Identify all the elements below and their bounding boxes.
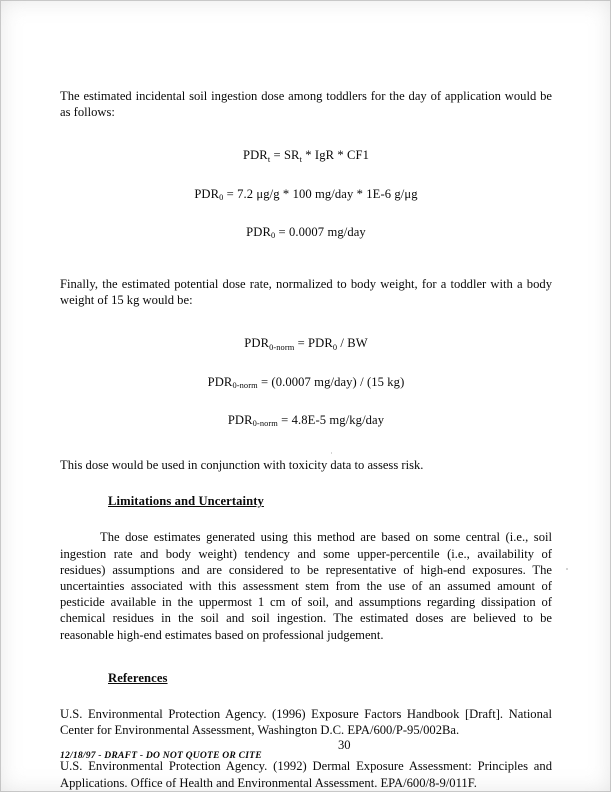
- equation-lhs: PDR: [207, 374, 233, 389]
- equation-lhs: PDR: [246, 224, 271, 239]
- equation-lhs-subscript: 0-norm: [232, 381, 258, 391]
- scan-speckle: [566, 568, 568, 570]
- equation-pdr-norm-formula: [60, 335, 552, 353]
- equation-pdr-formula: [60, 147, 552, 165]
- equation-rhs-subscript: t: [299, 154, 302, 164]
- equation-lhs-subscript: t: [267, 154, 271, 164]
- spacer: [60, 473, 552, 493]
- equation-tail: = (0.0007 mg/day) / (15 kg): [257, 374, 405, 389]
- spacer: [60, 392, 552, 412]
- spacer: [60, 509, 552, 529]
- equation-lhs: PDR: [243, 148, 268, 163]
- closing-paragraph: This dose would be used in conjunction with toxicity data to assess risk.: [60, 458, 424, 473]
- page-footer: [60, 738, 552, 766]
- equation-lhs: PDR: [227, 412, 253, 427]
- equation-pdr-norm-result: [60, 412, 552, 430]
- equation-pdr-substitution: [60, 186, 552, 204]
- equation-lhs-subscript: 0-norm: [252, 419, 278, 429]
- equation-tail: / BW: [337, 336, 368, 351]
- transition-paragraph: Finally, the estimated potential dose rate, normalized to body weight, for a toddler with a body weight of 15 kg would be:: [60, 277, 552, 308]
- spacer: [60, 204, 552, 224]
- spacer: [60, 166, 552, 186]
- equation-pdr-result: [60, 224, 552, 242]
- equation-group-two: [60, 335, 552, 430]
- section-heading-references: References: [108, 670, 168, 685]
- page-number: 30: [338, 738, 351, 752]
- spacer: [60, 643, 552, 670]
- equation-rhs-subscript: 0: [332, 342, 338, 352]
- spacer: [60, 120, 552, 147]
- equation-group-one: [60, 147, 552, 242]
- equation-lhs-subscript: 0-norm: [269, 342, 295, 352]
- section-heading-limitations: Limitations and Uncertainty: [108, 494, 264, 509]
- page-content: [60, 88, 552, 791]
- equation-rhs: = PDR: [294, 336, 333, 351]
- equation-lhs-subscript: 0: [270, 231, 276, 241]
- equation-tail: * IgR * CF1: [302, 148, 369, 163]
- intro-paragraph: The estimated incidental soil ingestion dose among toddlers for the day of application would be as follows:: [60, 89, 552, 120]
- reference-item: U.S. Environmental Protection Agency. (1992) Dermal Exposure Assessment: Principles and Applications. Office of Health and Environmental Assessment. EPA/600/8-9/011F.: [60, 759, 552, 790]
- reference-item: U.S. Environmental Protection Agency. (1996) Exposure Factors Handbook [Draft]. National Center for Environmental Assessment, Washington D.C. EPA/600/P-95/002Ba.: [60, 707, 552, 738]
- equation-tail: = 7.2 μg/g * 100 mg/day * 1E-6 g/μg: [223, 186, 418, 201]
- spacer: [60, 430, 552, 457]
- equation-tail: = 0.0007 mg/day: [275, 224, 366, 239]
- equation-tail: = 4.8E-5 mg/kg/day: [277, 412, 385, 427]
- equation-rhs: = SR: [270, 148, 300, 163]
- spacer: [60, 242, 552, 276]
- limitations-paragraph: The dose estimates generated using this method are based on some central (i.e., soil ingestion rate and body weight) tendency and some upper-percentile (i.e., availability of residues) assumptions and are considered to be representative of high-end exposures. The uncertainties associated with this assessment stem from the use of an assumed amount of pesticide available in the uppermost 1 cm of soil, and assumptions regarding dissipation of chemical residues in the soil and soil ingestion. The estimated doses are believed to be reasonable high-end estimates based on professional judgement.: [60, 530, 552, 642]
- equation-lhs: PDR: [194, 186, 220, 201]
- equation-lhs-subscript: 0: [219, 193, 224, 203]
- spacer: [60, 308, 552, 335]
- spacer: [60, 354, 552, 374]
- equation-lhs: PDR: [244, 336, 270, 351]
- spacer: [60, 686, 552, 706]
- equation-pdr-norm-substitution: [60, 374, 552, 392]
- draft-notice: 12/18/97 - DRAFT - DO NOT QUOTE OR CITE: [60, 750, 262, 761]
